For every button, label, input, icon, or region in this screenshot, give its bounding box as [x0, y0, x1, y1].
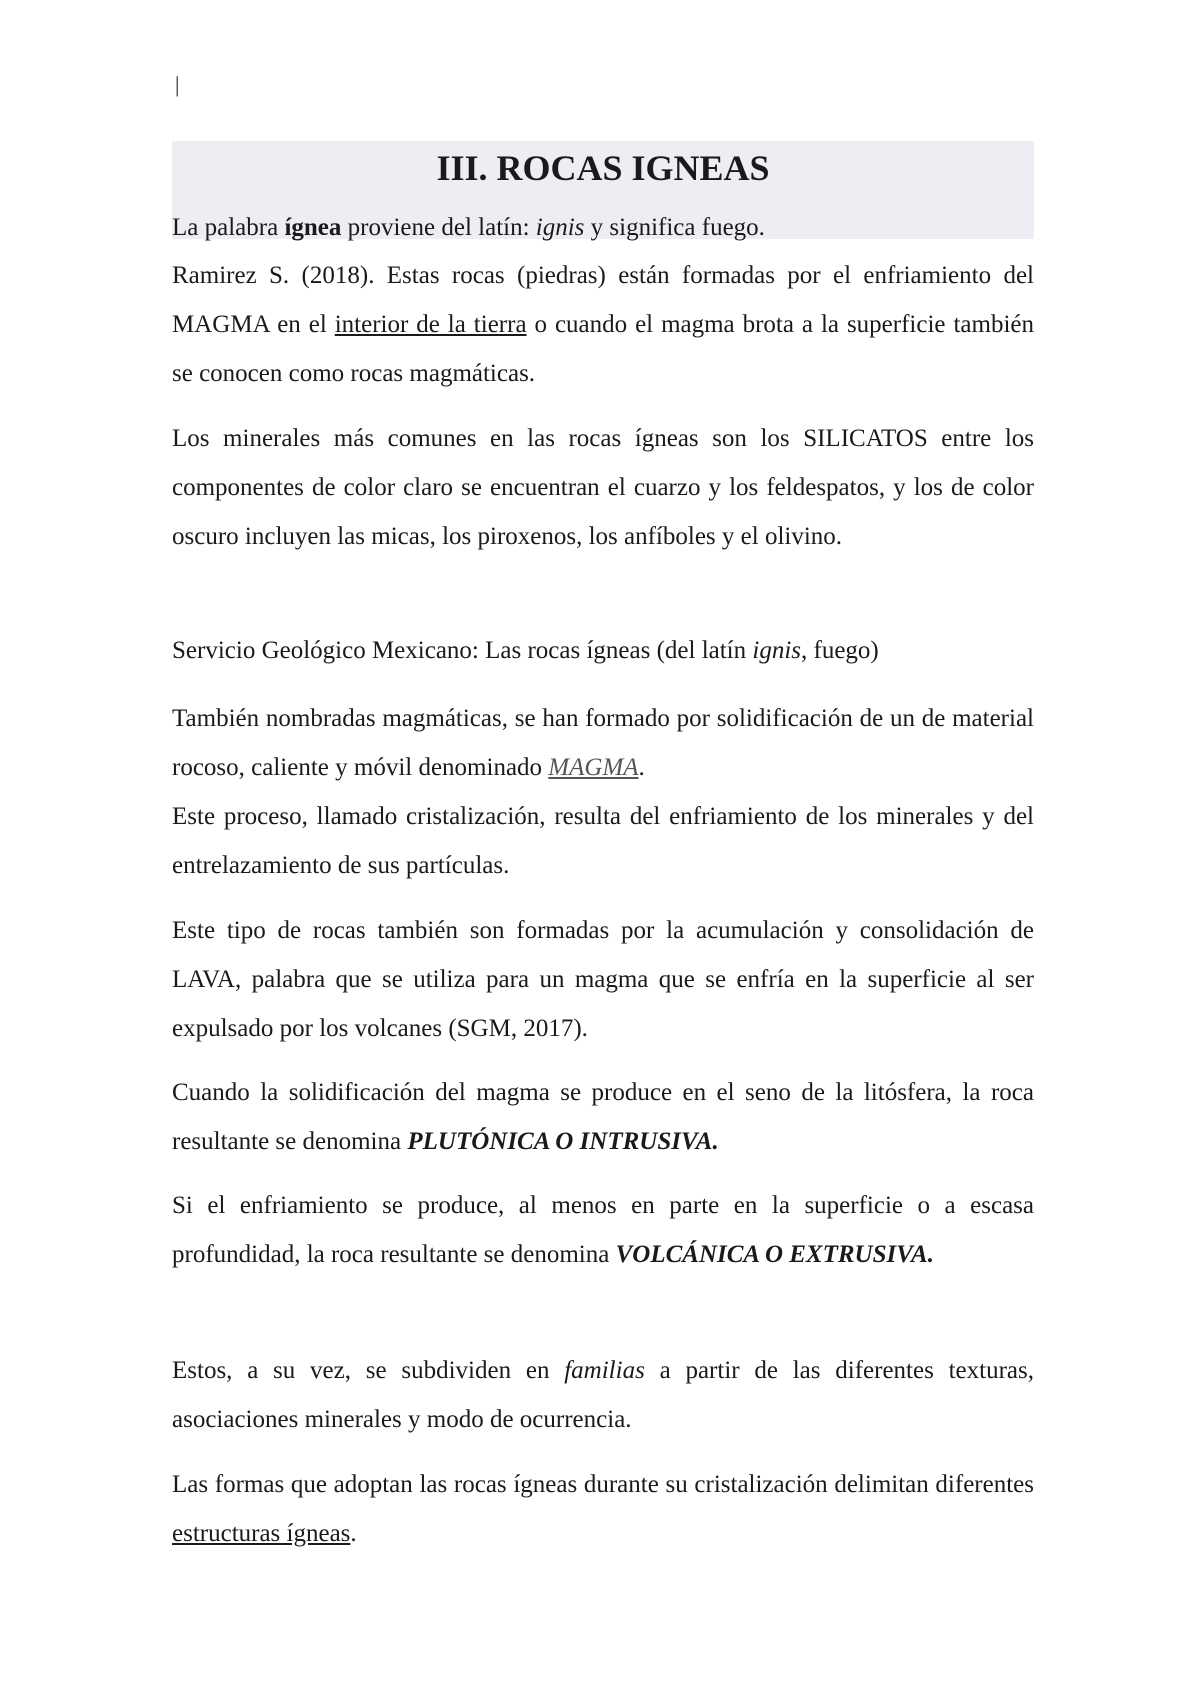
underlined-interior-de-la-tierra: interior de la tierra [334, 311, 527, 338]
magma-link[interactable]: MAGMA [548, 754, 639, 781]
paragraph-magmaticas: También nombradas magmáticas, se han formado por solidificación de un de material rocoso, caliente y móvil denominado MAGMA. [172, 705, 1034, 781]
page-title: III. ROCAS IGNEAS [436, 148, 770, 188]
paragraph-lava: Este tipo de rocas también son formadas por la acumulación y consolidación de LAVA, palabra que se utiliza para un magma que se enfría en la superficie al ser expulsado por los volcanes (SGM, 2017). [172, 917, 1034, 1042]
paragraph-plutonica: Cuando la solidificación del magma se produce en el seno de la litósfera, la roca resultante se denomina PLUTÓNICA O INTRUSIVA. [172, 1079, 1034, 1155]
paragraph-familias: Estos, a su vez, se subdividen en familias a partir de las diferentes texturas, asociaciones minerales y modo de ocurrencia. [172, 1357, 1034, 1433]
term-plutonica-intrusiva: PLUTÓNICA O INTRUSIVA. [407, 1128, 719, 1155]
paragraph-estructuras: Las formas que adoptan las rocas ígneas durante su cristalización delimitan diferentes estructuras ígneas. [172, 1471, 1034, 1547]
paragraph-sgm-intro: Servicio Geológico Mexicano: Las rocas ígneas (del latín ignis, fuego) [172, 637, 879, 664]
paragraph-silicatos: Los minerales más comunes en las rocas ígneas son los SILICATOS entre los componentes de color claro se encuentran el cuarzo y los feldespatos, y los de color oscuro incluyen las micas, los piroxenos, los anfíboles y el olivino. [172, 425, 1034, 550]
term-volcanica-extrusiva: VOLCÁNICA O EXTRUSIVA. [615, 1241, 934, 1268]
paragraph-ignea-origin: La palabra ígnea proviene del latín: ignis y significa fuego. [172, 214, 765, 241]
paragraph-ramirez: Ramirez S. (2018). Estas rocas (piedras) están formadas por el enfriamiento del MAGMA en el interior de la tierra o cuando el magma brota a la superficie también se conocen como rocas magmáticas. [172, 262, 1034, 387]
term-ignis-2: ignis [752, 637, 801, 664]
underlined-estructuras-igneas: estructuras ígneas [172, 1520, 351, 1547]
term-ignea: ígnea [284, 214, 342, 241]
paragraph-cristalizacion: Este proceso, llamado cristalización, resulta del enfriamiento de los minerales y del entrelazamiento de sus partículas. [172, 803, 1034, 879]
term-familias: familias [564, 1357, 645, 1384]
paragraph-volcanica: Si el enfriamiento se produce, al menos en parte en la superficie o a escasa profundidad, la roca resultante se denomina VOLCÁNICA O EXTRUSIVA. [172, 1192, 1034, 1268]
text-cursor-mark: | [175, 72, 180, 97]
term-ignis: ignis [535, 214, 585, 241]
